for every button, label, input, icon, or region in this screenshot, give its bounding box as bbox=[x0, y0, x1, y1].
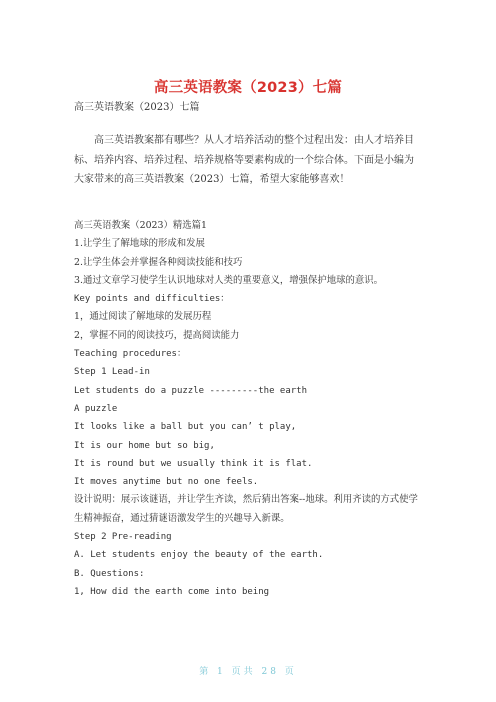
step-text-line: A. Let students enjoy the beauty of the earth. bbox=[74, 550, 324, 561]
step-heading: Step 1 Lead-in bbox=[74, 367, 150, 378]
puzzle-line: It is round but we usually think it is flat. bbox=[74, 458, 313, 469]
step-text-line: B. Questions: bbox=[74, 568, 145, 579]
intro-paragraph: 高三英语教案都有哪些？从人才培养活动的整个过程出发：由人才培养目标、培养内容、培养过程、培养规格等要素构成的一个综合体。下面是小编为大家带来的高三英语教案（2023）七篇，希望大家能够喜欢！ bbox=[74, 135, 414, 185]
puzzle-line: It moves anytime but no one feels. bbox=[74, 477, 259, 488]
puzzle-label: A puzzle bbox=[74, 403, 118, 414]
key-point-line: 1，通过阅读了解地球的发展历程 bbox=[74, 311, 212, 323]
procedures-heading: Teaching procedures： bbox=[74, 349, 186, 360]
design-note-paragraph: 设计说明：展示该谜语，并让学生齐读，然后猜出答案--地球。利用齐读的方式使学生精神振奋，通过猜谜语激发学生的兴趣导入新课。 bbox=[74, 494, 418, 524]
document-title: 高三英语教案（2023）七篇 bbox=[153, 80, 343, 96]
step-heading: Step 2 Pre-reading bbox=[74, 532, 172, 543]
key-points-heading: Key points and difficulties： bbox=[74, 294, 230, 305]
document-subtitle: 高三英语教案（2023）七篇 bbox=[74, 102, 200, 113]
key-point-line: 2，掌握不同的阅读技巧，提高阅读能力 bbox=[74, 329, 240, 341]
body-lines bbox=[74, 217, 434, 601]
section-heading: 高三英语教案（2023）精选篇1 bbox=[74, 220, 207, 231]
question-line: 1, How did the earth come into being bbox=[74, 586, 270, 597]
objective-line: 1.让学生了解地球的形成和发展 bbox=[74, 238, 205, 250]
puzzle-line: It looks like a ball but you can’ t play, bbox=[74, 422, 297, 433]
objective-line: 3.通过文章学习使学生认识地球对人类的重要意义，增强保护地球的意识。 bbox=[74, 274, 383, 286]
page-number-footer: 第 1 页共 28 页 bbox=[199, 667, 297, 677]
step-text-line: Let students do a puzzle ---------the earth bbox=[74, 385, 307, 396]
objective-line: 2.让学生体会并掌握各种阅读技能和技巧 bbox=[74, 256, 243, 268]
puzzle-line: It is our home but so big, bbox=[74, 440, 215, 451]
